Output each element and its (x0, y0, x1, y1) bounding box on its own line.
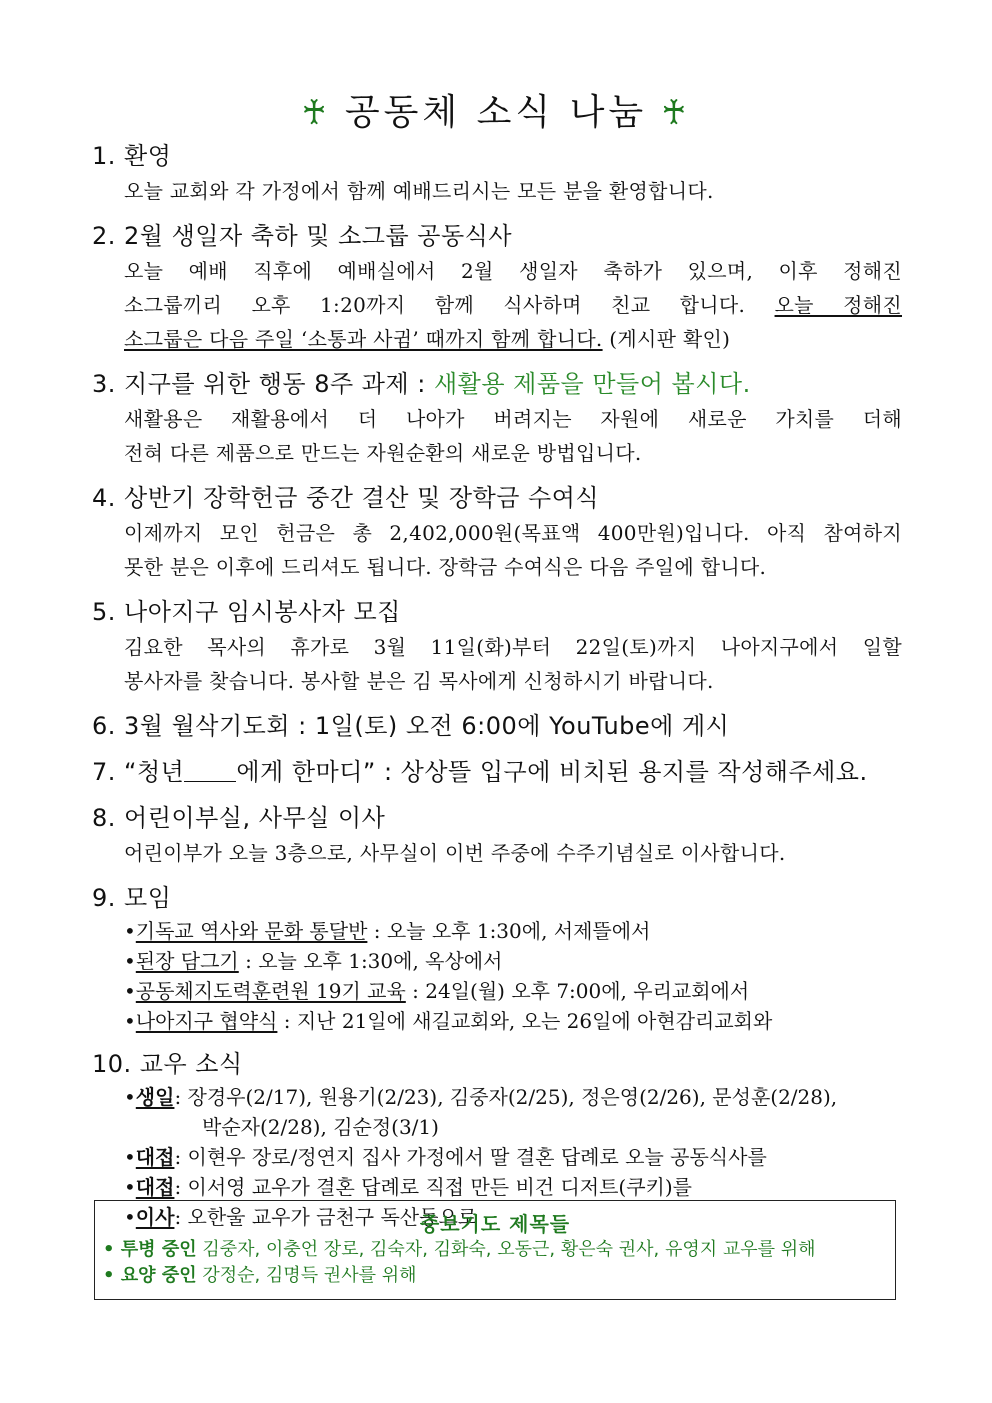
item-body (92, 254, 902, 322)
member-news-continued: 박순자(2/28), 김순정(3/1) (202, 1115, 439, 1139)
item-body-line: 오늘 예배 직후에 예배실에서 2월 생일자 축하가 있으며, 이후 정해진 (124, 259, 902, 283)
prayer-line (95, 1237, 895, 1263)
page-title (0, 88, 992, 138)
prayer-box-title: 중보기도 제목들 (419, 1212, 571, 1236)
member-news-label: 대접 (135, 1145, 175, 1169)
prayer-box (94, 1200, 896, 1300)
meeting-detail: : 24일(월) 오후 7:00에, 우리교회에서 (405, 979, 750, 1003)
item-heading: 5. 나아지구 임시봉사자 모집 (92, 598, 401, 626)
item-heading-text: 에게 한마디” : 상상뜰 입구에 비치된 용지를 작성해주세요. (236, 758, 868, 786)
cross-left-icon: ♰ (301, 93, 331, 133)
meeting-item: •공동체지도력훈련원 19기 교육 : 24일(월) 오후 7:00에, 우리교회에서 (124, 979, 750, 1003)
item-body-line (124, 288, 902, 322)
news-list (92, 138, 902, 1232)
prayer-text: 강정순, 김명득 권사를 위해 (196, 1265, 417, 1286)
prayer-label: • 요양 중인 (103, 1265, 197, 1286)
page-title-text: 공동체 소식 나눔 (344, 92, 648, 133)
news-item-3 (92, 366, 902, 470)
item-heading (92, 754, 902, 790)
item-body-text: 소그룹끼리 오후 1:20까지 함께 식사하며 친교 합니다. (124, 293, 775, 317)
member-news-detail: : 장경우(2/17), 원용기(2/23), 김중자(2/25), 정은영(2/26), 문성훈(2/28), (174, 1085, 838, 1109)
member-news-item: •이사: 오한울 교우가 금천구 독산동으로 (124, 1205, 478, 1229)
item-body (92, 436, 902, 470)
member-news-detail: : 이서영 교우가 결혼 답례로 직접 만든 비건 디저트(쿠키)를 (174, 1175, 693, 1199)
meeting-item: •나아지구 협약식 : 지난 21일에 새길교회와, 오는 26일에 아현감리교회와 (124, 1009, 773, 1033)
item-body-line: 김요한 목사의 휴가로 3월 11일(화)부터 22일(토)까지 나아지구에서 일할 (124, 635, 902, 659)
prayer-text: 김중자, 이충언 장로, 김숙자, 김화숙, 오동근, 황은숙 권사, 유영지 교우를 위해 (196, 1239, 816, 1260)
underlined-text: 소그룹은 다음 주일 ‘소통과 사귐’ 때까지 함께 합니다. (124, 327, 603, 351)
cross-right-icon: ♰ (661, 93, 691, 133)
item-body (92, 664, 902, 698)
item-body-line: 오늘 교회와 각 가정에서 함께 예배드리시는 모든 분을 환영합니다. (124, 179, 714, 203)
member-news-label: 이사 (135, 1205, 175, 1229)
item-body (92, 402, 902, 436)
news-item-9 (92, 880, 902, 1036)
item-heading: 10. 교우 소식 (92, 1050, 243, 1078)
item-body-text: (게시판 확인) (602, 327, 731, 351)
meeting-item: •된장 담그기 : 오늘 오후 1:30에, 옥상에서 (124, 949, 503, 973)
item-body-line: 봉사자를 찾습니다. 봉사할 분은 김 목사에게 신청하시기 바랍니다. (124, 669, 714, 693)
member-news-item: •대접: 이서영 교우가 결혼 답례로 직접 만든 비건 디저트(쿠키)를 (124, 1175, 693, 1199)
item-heading: 1. 환영 (92, 142, 172, 170)
item-body (92, 630, 902, 664)
news-item-4 (92, 480, 902, 584)
news-item-2 (92, 218, 902, 356)
member-news-detail: : 오한울 교우가 금천구 독산동으로 (174, 1205, 478, 1229)
news-item-1 (92, 138, 902, 208)
member-news-item: •생일: 장경우(2/17), 원용기(2/23), 김중자(2/25), 정은영(2/26), 문성훈(2/28), (124, 1085, 838, 1109)
news-item-8 (92, 800, 902, 870)
highlight-text: 새활용 제품을 만들어 봅시다. (434, 370, 751, 398)
item-heading: 6. 3월 월삭기도회 : 1일(토) 오전 6:00에 YouTube에 게시 (92, 712, 730, 740)
meeting-detail: : 오늘 오후 1:30에, 서제뜰에서 (367, 919, 651, 943)
item-heading: 4. 상반기 장학헌금 중간 결산 및 장학금 수여식 (92, 484, 600, 512)
meeting-name: 나아지구 협약식 (135, 1009, 278, 1033)
item-heading-text: 7. “청년 (92, 758, 185, 786)
item-body-line: 전혀 다른 제품으로 만드는 자원순환의 새로운 방법입니다. (124, 441, 642, 465)
member-news-label: 생일 (135, 1085, 175, 1109)
meeting-detail: : 지난 21일에 새길교회와, 오는 26일에 아현감리교회와 (277, 1009, 773, 1033)
item-body (92, 322, 902, 356)
item-heading: 8. 어린이부실, 사무실 이사 (92, 804, 386, 832)
item-body (92, 516, 902, 550)
prayer-line (95, 1263, 895, 1289)
underlined-text: 오늘 정해진 (774, 293, 902, 317)
blank-line (184, 759, 236, 782)
item-heading: 9. 모임 (92, 884, 172, 912)
member-news-detail: : 이현우 장로/정연지 집사 가정에서 딸 결혼 답례로 오늘 공동식사를 (174, 1145, 767, 1169)
item-body-line: 이제까지 모인 헌금은 총 2,402,000원(목표액 400만원)입니다. 아직 참여하지 (124, 521, 902, 545)
item-body (92, 550, 902, 584)
item-heading (92, 366, 902, 402)
member-news-item: •대접: 이현우 장로/정연지 집사 가정에서 딸 결혼 답례로 오늘 공동식사를 (124, 1145, 767, 1169)
meeting-detail: : 오늘 오후 1:30에, 옥상에서 (238, 949, 503, 973)
prayer-label: • 투병 중인 (103, 1239, 197, 1260)
item-body (92, 836, 902, 870)
meeting-name: 된장 담그기 (135, 949, 239, 973)
meeting-name: 기독교 역사와 문화 통달반 (135, 919, 368, 943)
item-body (92, 174, 902, 208)
news-item-6 (92, 708, 902, 744)
news-item-5 (92, 594, 902, 698)
member-news-label: 대접 (135, 1175, 175, 1199)
item-body-line: 못한 분은 이후에 드리셔도 됩니다. 장학금 수여식은 다음 주일에 합니다. (124, 555, 767, 579)
item-heading-text: 3. 지구를 위한 행동 8주 과제 : (92, 370, 434, 398)
item-body-line: 새활용은 재활용에서 더 나아가 버려지는 자원에 새로운 가치를 더해 (124, 407, 902, 431)
item-body-line: 어린이부가 오늘 3층으로, 사무실이 이번 주중에 수주기념실로 이사합니다. (124, 841, 786, 865)
meeting-name: 공동체지도력훈련원 19기 교육 (135, 979, 406, 1003)
meeting-item: •기독교 역사와 문화 통달반 : 오늘 오후 1:30에, 서제뜰에서 (124, 919, 651, 943)
item-body-line (124, 322, 902, 356)
news-item-7 (92, 754, 902, 790)
item-heading: 2. 2월 생일자 축하 및 소그룹 공동식사 (92, 222, 513, 250)
